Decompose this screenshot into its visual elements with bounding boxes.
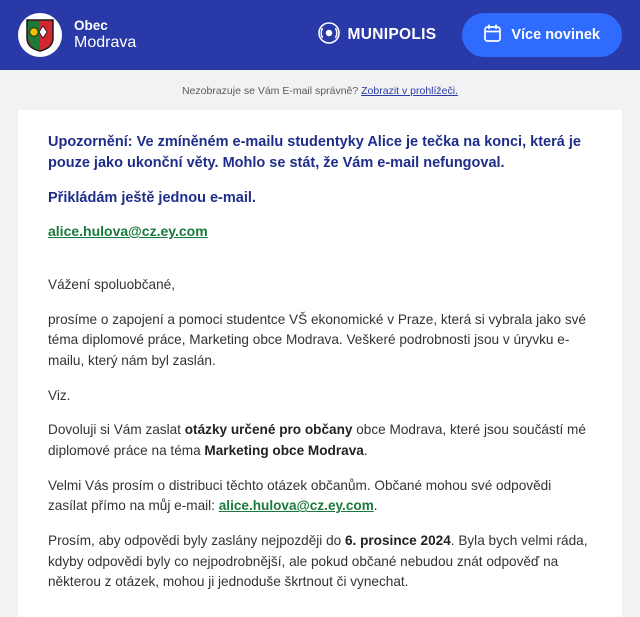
questions-text-3: .: [363, 442, 368, 458]
questions-text-1: Dovoluji si Vám zaslat: [48, 422, 185, 438]
brand-text: [74, 18, 136, 52]
view-in-browser-link[interactable]: Zobrazit v prohlížeči.: [361, 85, 459, 97]
email-header: [0, 0, 640, 70]
deadline-paragraph: [48, 531, 592, 593]
intro-paragraph: prosíme o zapojení a pomoci studentce VŠ ekonomické v Praze, která si vybrala jako své téma diplomové práce, Marketing obce Modrava. Veškeré podrobnosti jsou v úryvku e-mailu, který nám byl zaslán.: [48, 311, 586, 369]
questions-bold-1: otázky určené pro občany: [184, 422, 353, 438]
distribution-text-2: .: [373, 498, 378, 514]
coat-of-arms-icon: [18, 13, 62, 57]
deadline-date: 6. prosince 2024: [344, 532, 451, 548]
questions-bold-2: Marketing obce Modrava: [204, 442, 364, 458]
distribution-paragraph: [48, 476, 592, 517]
distribution-text-1: Velmi Vás prosím o distribuci těchto otázek občanům. Občané mohou své odpovědi zasílat přímo na můj e-mail:: [48, 477, 552, 514]
deadline-text-2: . Byla bych velmi ráda, kdyby odpovědi byly co nejpodrobnější, ale pokud občané nebudou znát odpověď na některou z otázek, mohou ji jednoduše škrtnout či vynechat.: [48, 532, 588, 590]
viz-paragraph: Viz.: [48, 387, 71, 403]
munipolis-logo-icon: [318, 22, 340, 49]
email-link-inline[interactable]: alice.hulova@cz.ey.com: [218, 498, 374, 514]
questions-paragraph: [48, 420, 592, 461]
questions-text-2: obce Modrava, které jsou součástí mé diplomové práce na téma: [48, 422, 586, 458]
preheader-text: Nezobrazuje se Vám E-mail správně?: [181, 85, 359, 97]
more-news-label: Více novinek: [511, 27, 600, 43]
preheader: [0, 70, 640, 110]
greeting-paragraph: Vážení spoluobčané,: [48, 277, 175, 293]
email-link-top[interactable]: alice.hulova@cz.ey.com: [48, 223, 208, 240]
notice-secondary-paragraph: Přikládám ještě jednou e-mail.: [48, 190, 256, 207]
email-body-card: [18, 110, 622, 617]
municipality-name: Modrava: [74, 33, 137, 51]
deadline-text-1: Prosím, aby odpovědi byly zaslány nejpozději do: [48, 532, 345, 548]
municipality-label: Obec: [74, 18, 108, 34]
more-news-button[interactable]: [462, 13, 622, 57]
brand-block: [18, 13, 136, 57]
notice-paragraph: Upozornění: Ve zmíněném e-mailu studentyky Alice je tečka na konci, která je pouze jako ukonční věty. Mohlo se stát, že Vám e-mail nefungoval.: [48, 134, 581, 172]
calendar-icon: [484, 24, 501, 46]
munipolis-label: MUNIPOLIS: [347, 26, 437, 43]
munipolis-logo[interactable]: [318, 22, 437, 49]
